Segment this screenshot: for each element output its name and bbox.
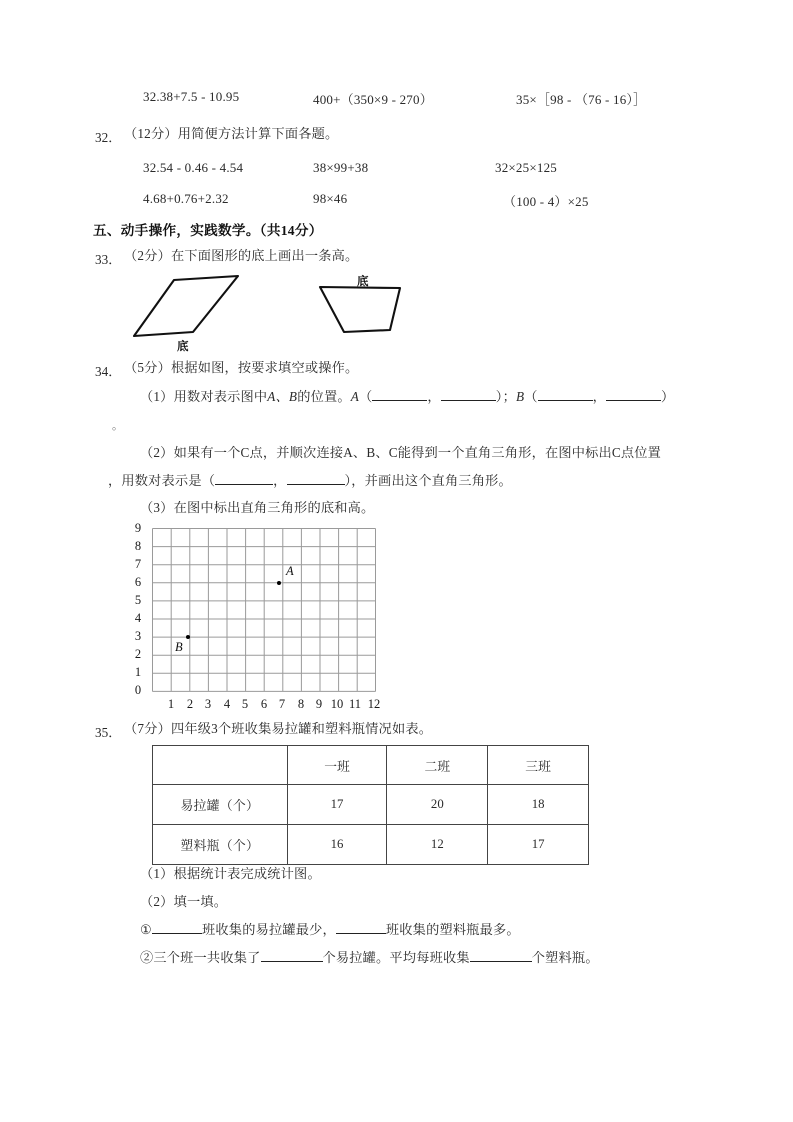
q35-item2-text-b: 个易拉罐。平均每班收集 xyxy=(322,950,470,965)
point-b-dot xyxy=(186,635,190,639)
q35-part2: （2）填一填。 xyxy=(140,894,228,909)
q32-prompt: （12分）用简便方法计算下面各题。 xyxy=(124,126,339,141)
q34-rparen-b: ） xyxy=(661,389,675,404)
q35-item2 xyxy=(140,951,599,964)
q34-number: 34． xyxy=(95,364,122,379)
grid-y-label-2: 2 xyxy=(134,647,142,661)
table-cell-cans-class2: 20 xyxy=(387,785,488,825)
q35-item1 xyxy=(140,923,520,936)
q32-expr-2-2: 98×46 xyxy=(313,191,348,206)
table-row-header-bottles: 塑料瓶（个） xyxy=(153,825,288,865)
q34-semicolon: ； xyxy=(502,389,516,404)
q34-part2-line2 xyxy=(108,474,512,487)
section-five-heading: 五、动手操作，实践数学。（共14分） xyxy=(93,223,323,238)
q34-point-b-label: B xyxy=(515,389,525,404)
table-cell-cans-class3: 18 xyxy=(488,785,589,825)
table-col-header-3: 三班 xyxy=(488,746,589,785)
grid-y-label-7: 7 xyxy=(134,557,142,571)
table-cell-cans-class1: 17 xyxy=(287,785,387,825)
grid-y-label-0: 0 xyxy=(134,683,142,697)
parallelogram-base-label: 底 xyxy=(177,341,189,353)
q34-blank-c-x[interactable] xyxy=(215,484,273,485)
grid-x-label-3: 3 xyxy=(204,697,212,711)
grid-y-label-1: 1 xyxy=(134,665,142,679)
q34-comma-a: ， xyxy=(427,389,441,404)
q32-expr-2-1: 4.68+0.76+2.32 xyxy=(143,191,229,206)
q35-item2-text-c: 个塑料瓶。 xyxy=(531,950,599,965)
q32-expr-1-3: 32×25×125 xyxy=(495,160,557,175)
table-cell-bottles-class3: 17 xyxy=(488,825,589,865)
q31-expr-1: 32.38+7.5 - 10.95 xyxy=(143,89,240,104)
q35-part1: （1）根据统计表完成统计图。 xyxy=(140,866,321,881)
grid-x-label-11: 11 xyxy=(348,697,362,711)
q34-blank-b-y[interactable] xyxy=(606,400,661,401)
table-cell-bottles-class2: 12 xyxy=(387,825,488,865)
grid-y-label-4: 4 xyxy=(134,611,142,625)
q32-expr-1-2: 38×99+38 xyxy=(313,160,369,175)
grid-x-label-9: 9 xyxy=(315,697,323,711)
coordinate-grid[interactable] xyxy=(152,528,376,692)
table-cell-bottles-class1: 16 xyxy=(287,825,387,865)
q34-part1-text-b: 的位置。 xyxy=(297,389,351,404)
q31-expr-3: 35×［98 - （76 - 16）］ xyxy=(516,92,647,107)
q34-part1-ab: A、B xyxy=(267,389,298,404)
grid-lines xyxy=(152,528,376,692)
point-b-label: B xyxy=(175,640,183,654)
q34-comma-b: ， xyxy=(592,389,607,404)
q34-part2-mid: ， xyxy=(273,473,287,488)
q34-part2-line1: （2）如果有一个C点，并顺次连接A、B、C能得到一个直角三角形，在图中标出C点位置 xyxy=(140,445,662,460)
trapezoid-shape xyxy=(316,282,411,340)
q34-part1-text-a: （1）用数对表示图中 xyxy=(140,389,268,404)
grid-y-label-5: 5 xyxy=(134,593,142,607)
table-col-header-2: 二班 xyxy=(387,746,488,785)
grid-x-label-6: 6 xyxy=(260,697,268,711)
q35-item1-marker: ① xyxy=(140,922,153,937)
grid-y-label-6: 6 xyxy=(134,575,142,589)
collection-stats-table xyxy=(152,745,589,865)
table-row xyxy=(153,785,589,825)
grid-x-label-2: 2 xyxy=(186,697,194,711)
q32-expr-1-1: 32.54 - 0.46 - 4.54 xyxy=(143,160,244,175)
q35-blank-fewest-cans[interactable] xyxy=(152,933,202,934)
q35-blank-most-bottles[interactable] xyxy=(336,933,386,934)
grid-y-label-3: 3 xyxy=(134,629,142,643)
q34-part1-line xyxy=(140,390,674,403)
q32-expr-2-3: （100 - 4）×25 xyxy=(503,194,589,209)
q34-rparen-a: ） xyxy=(495,389,503,404)
q34-part3: （3）在图中标出直角三角形的底和高。 xyxy=(140,500,375,515)
trapezoid-base-label: 底 xyxy=(357,276,369,288)
q35-prompt: （7分）四年级3个班收集易拉罐和塑料瓶情况如表。 xyxy=(124,721,433,736)
grid-y-label-9: 9 xyxy=(134,521,142,535)
q35-item1-text-b: 班收集的易拉罐最少， xyxy=(202,922,336,937)
table-corner-cell xyxy=(153,746,288,785)
q33-number: 33． xyxy=(95,252,122,267)
grid-x-label-4: 4 xyxy=(223,697,231,711)
q35-blank-avg-bottles[interactable] xyxy=(470,961,532,962)
point-a-dot xyxy=(277,581,281,585)
q34-blank-a-y[interactable] xyxy=(441,400,496,401)
q35-number: 35． xyxy=(95,725,122,740)
q34-prompt: （5分）根据如图，按要求填空或操作。 xyxy=(124,360,359,375)
q34-blank-a-x[interactable] xyxy=(372,400,427,401)
q33-prompt: （2分）在下面图形的底上画出一条高。 xyxy=(124,248,359,263)
table-header-row xyxy=(153,746,589,785)
q34-blank-b-x[interactable] xyxy=(538,400,593,401)
q34-point-a-label: A xyxy=(350,389,360,404)
grid-x-label-1: 1 xyxy=(167,697,175,711)
table-col-header-1: 一班 xyxy=(287,746,387,785)
q32-number: 32． xyxy=(95,130,122,145)
grid-x-label-7: 7 xyxy=(278,697,286,711)
grid-x-label-12: 12 xyxy=(367,697,381,711)
grid-x-label-8: 8 xyxy=(297,697,305,711)
q34-lparen-a: （ xyxy=(359,389,373,404)
grid-x-label-10: 10 xyxy=(330,697,344,711)
q34-part2-pre: ，用数对表示是（ xyxy=(108,473,216,488)
q34-blank-c-y[interactable] xyxy=(287,484,345,485)
q35-item1-text-c: 班收集的塑料瓶最多。 xyxy=(385,922,520,937)
grid-x-label-5: 5 xyxy=(241,697,249,711)
grid-y-label-8: 8 xyxy=(134,539,142,553)
parallelogram-shape xyxy=(128,272,253,347)
q34-part2-post: ），并画出这个直角三角形。 xyxy=(344,473,512,488)
q31-expr-2: 400+（350×9 - 270） xyxy=(313,92,433,107)
point-a-label: A xyxy=(286,564,294,578)
q34-stray-period: 。 xyxy=(112,420,124,432)
q34-lparen-b: （ xyxy=(524,389,538,404)
table-row xyxy=(153,825,589,865)
q35-blank-total-cans[interactable] xyxy=(261,961,323,962)
table-row-header-cans: 易拉罐（个） xyxy=(153,785,288,825)
q35-item2-text-a: ②三个班一共收集了 xyxy=(140,950,261,965)
